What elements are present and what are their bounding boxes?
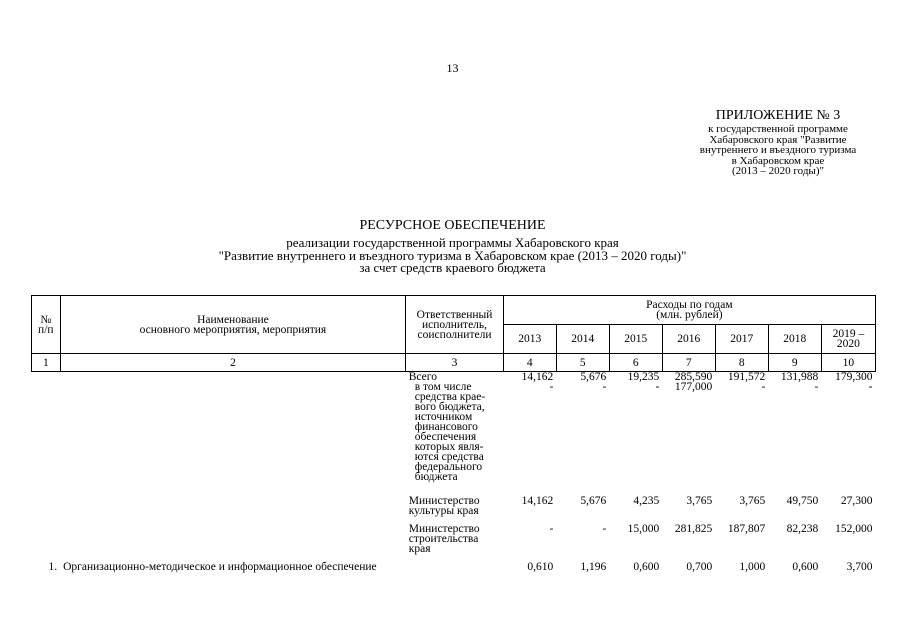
value-cell: 131,988 xyxy=(780,371,819,383)
value-cell: 0,600 xyxy=(633,561,660,573)
table-row xyxy=(32,496,876,524)
value-cell: - xyxy=(655,381,660,393)
value-cell: 19,235 xyxy=(627,371,660,383)
row-name xyxy=(60,372,406,383)
column-number: 6 xyxy=(609,354,662,372)
column-number: 3 xyxy=(406,354,504,372)
value-cell: 27,300 xyxy=(840,495,873,507)
value-cell: 5,676 xyxy=(580,495,607,507)
column-number: 4 xyxy=(503,354,556,372)
column-number: 9 xyxy=(768,354,821,372)
value-cell: 177,000 xyxy=(674,381,713,393)
value-cell: - xyxy=(602,381,607,393)
value-cell: 82,238 xyxy=(786,523,819,535)
appendix-line: (2013 – 2020 годы)" xyxy=(732,165,824,177)
appendix-line: внутреннего и въездного туризма xyxy=(699,144,857,156)
value-cell: 281,825 xyxy=(674,523,713,535)
table-row xyxy=(32,382,876,496)
header-responsible: Ответственный исполнитель, соисполнители xyxy=(406,296,504,354)
appendix-block xyxy=(660,108,896,177)
value-cell: 3,765 xyxy=(739,495,766,507)
column-number: 7 xyxy=(662,354,715,372)
table-row xyxy=(32,562,876,572)
value-cell: 14,162 xyxy=(521,371,554,383)
header-year: 2017 xyxy=(715,325,768,354)
value-cell: 1,000 xyxy=(739,561,766,573)
header-number: № п/п xyxy=(32,296,61,354)
header-name: Наименование основного мероприятия, мероприятия xyxy=(60,296,406,354)
row-responsible: Всего xyxy=(408,371,437,383)
column-number: 8 xyxy=(715,354,768,372)
column-number: 10 xyxy=(821,354,875,372)
row-name xyxy=(60,382,406,496)
header-year: 2019 – 2020 xyxy=(821,325,875,354)
header-year: 2018 xyxy=(768,325,821,354)
value-cell: - xyxy=(868,381,873,393)
header-year: 2016 xyxy=(662,325,715,354)
value-cell: 0,600 xyxy=(792,561,819,573)
header-year: 2014 xyxy=(556,325,609,354)
value-cell: 3,700 xyxy=(846,561,873,573)
row-name: Организационно-методическое и информационное обеспечение xyxy=(63,561,377,573)
header-year: 2013 xyxy=(503,325,556,354)
column-number: 1 xyxy=(32,354,61,372)
subtitle-line: реализации государственной программы Хабаровского края xyxy=(286,235,619,250)
value-cell: 0,610 xyxy=(527,561,554,573)
subtitle-line: "Развитие внутреннего и въездного туризма в Хабаровском крае (2013 – 2020 годы)" xyxy=(218,247,687,263)
row-number xyxy=(32,382,61,496)
table-row xyxy=(32,524,876,562)
row-responsible xyxy=(406,562,504,572)
value-cell: 49,750 xyxy=(786,495,819,507)
row-name xyxy=(60,496,406,524)
page-number: 13 xyxy=(446,61,459,75)
value-cell: 187,807 xyxy=(727,523,766,535)
row-responsible: в том числе средства крае- вого бюджета, источником финансового обеспечения которых явля- ются средства федерального бюджета xyxy=(414,381,486,483)
value-cell: 15,000 xyxy=(627,523,660,535)
subtitle-line: за счет средств краевого бюджета xyxy=(359,260,546,275)
value-cell: 179,300 xyxy=(835,371,873,383)
value-cell: 3,765 xyxy=(686,495,713,507)
row-number xyxy=(32,372,61,383)
value-cell: 14,162 xyxy=(521,495,554,507)
row-responsible: Министерство строительства края xyxy=(408,523,480,555)
value-cell: 4,235 xyxy=(633,495,660,507)
appendix-line: к государственной программе xyxy=(708,123,848,135)
document-subtitle xyxy=(0,237,905,275)
row-name xyxy=(60,524,406,562)
row-number xyxy=(32,496,61,524)
value-cell: - xyxy=(814,381,819,393)
row-number: 1. xyxy=(48,561,58,573)
value-cell: 0,700 xyxy=(686,561,713,573)
value-cell: 152,000 xyxy=(835,523,873,535)
header-year: 2015 xyxy=(609,325,662,354)
value-cell: 191,572 xyxy=(727,371,766,383)
appendix-line: в Хабаровском крае xyxy=(731,154,825,167)
value-cell: - xyxy=(602,523,607,535)
column-number: 2 xyxy=(60,354,406,372)
resource-table xyxy=(31,295,876,572)
document-title: РЕСУРСНОЕ ОБЕСПЕЧЕНИЕ xyxy=(359,218,546,233)
value-cell: 285,590 xyxy=(674,371,713,383)
value-cell: 5,676 xyxy=(580,371,607,383)
value-cell: 1,196 xyxy=(580,561,607,573)
appendix-title: ПРИЛОЖЕНИЕ № 3 xyxy=(715,108,841,123)
row-responsible: Министерство культуры края xyxy=(408,495,480,517)
header-expenses: Расходы по годам (млн. рублей) xyxy=(503,296,875,325)
value-cell: - xyxy=(761,381,766,393)
appendix-line: Хабаровского края "Развитие xyxy=(709,133,847,146)
value-cell: - xyxy=(549,523,554,535)
column-number: 5 xyxy=(556,354,609,372)
value-cell: - xyxy=(549,381,554,393)
row-number xyxy=(32,524,61,562)
